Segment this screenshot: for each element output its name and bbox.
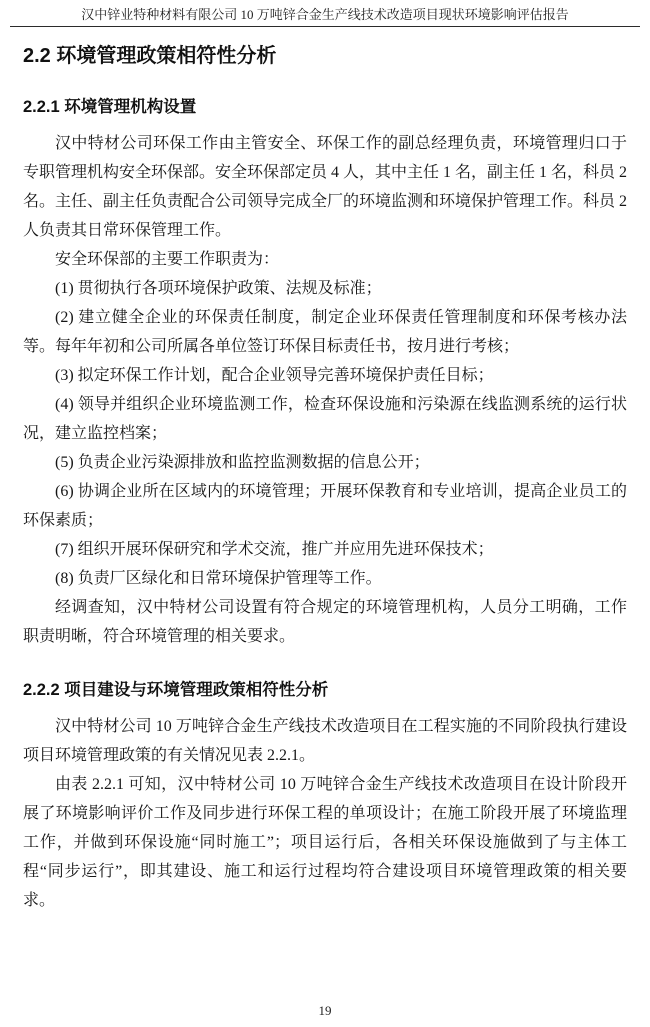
page-number: 19 — [318, 1003, 332, 1018]
list-item-duty-8: (8) 负责厂区绿化和日常环境保护管理等工作。 — [55, 570, 382, 587]
list-item-duty-2: (2) 建立健全企业的环保责任制度，制定企业环保责任管理制度和环保考核办法等。每年年初和公司所属各单位签订环保目标责任书，按月进行考核； — [23, 309, 627, 355]
section-2-2-1-heading: 2.2.1 环境管理机构设置 — [23, 98, 197, 116]
list-item-duty-6: (6) 协调企业所在区域内的环境管理；开展环保教育和专业培训，提高企业员工的环保素质； — [23, 483, 627, 529]
page-header-title: 汉中锌业特种材料有限公司 10 万吨锌合金生产线技术改造项目现状环境影响评估报告 — [10, 0, 640, 27]
list-item-duty-7: (7) 组织开展环保研究和学术交流，推广并应用先进环保技术； — [55, 541, 494, 558]
paragraph-duties-lead: 安全环保部的主要工作职责为： — [55, 251, 280, 268]
list-item-duty-4: (4) 领导并组织企业环境监测工作，检查环保设施和污染源在线监测系统的运行状况，建立监控档案； — [23, 396, 627, 442]
list-item-duty-1: (1) 贯彻执行各项环境保护政策、法规及标准； — [55, 280, 382, 297]
paragraph-env-org-conclusion: 经调查知，汉中特材公司设置有符合规定的环境管理机构，人员分工明确，工作职责明晰，符合环境管理的相关要求。 — [23, 599, 627, 645]
paragraph-env-org-intro: 汉中特材公司环保工作由主管安全、环保工作的副总经理负责，环境管理归口于专职管理机构安全环保部。安全环保部定员 4 人，其中主任 1 名，副主任 1 名，科员 2 名。主任、副主任负责配合公司领导完成全厂的环境监测和环境保护管理工作。科员 2 人负责其日常环保管理工作。 — [23, 135, 628, 239]
section-2-2-2-heading: 2.2.2 项目建设与环境管理政策相符性分析 — [23, 681, 329, 699]
list-item-duty-5: (5) 负责企业污染源排放和监控监测数据的信息公开； — [55, 454, 430, 471]
paragraph-project-policy-analysis: 由表 2.2.1 可知，汉中特材公司 10 万吨锌合金生产线技术改造项目在设计阶段开展了环境影响评价工作及同步进行环保工程的单项设计；在施工阶段开展了环境监理工作，并做到环保设施“同时施工”；项目运行后，各相关环保设施做到了与主体工程“同步运行”，即其建设、施工和运行过程均符合建设项目环境管理政策的相关要求。 — [23, 776, 627, 909]
paragraph-project-policy-intro: 汉中特材公司 10 万吨锌合金生产线技术改造项目在工程实施的不同阶段执行建设项目环境管理政策的有关情况见表 2.2.1。 — [23, 718, 627, 764]
section-2-2-heading: 2.2 环境管理政策相符性分析 — [23, 45, 277, 67]
list-item-duty-3: (3) 拟定环保工作计划，配合企业领导完善环境保护责任目标； — [55, 367, 494, 384]
document-body — [23, 44, 627, 915]
